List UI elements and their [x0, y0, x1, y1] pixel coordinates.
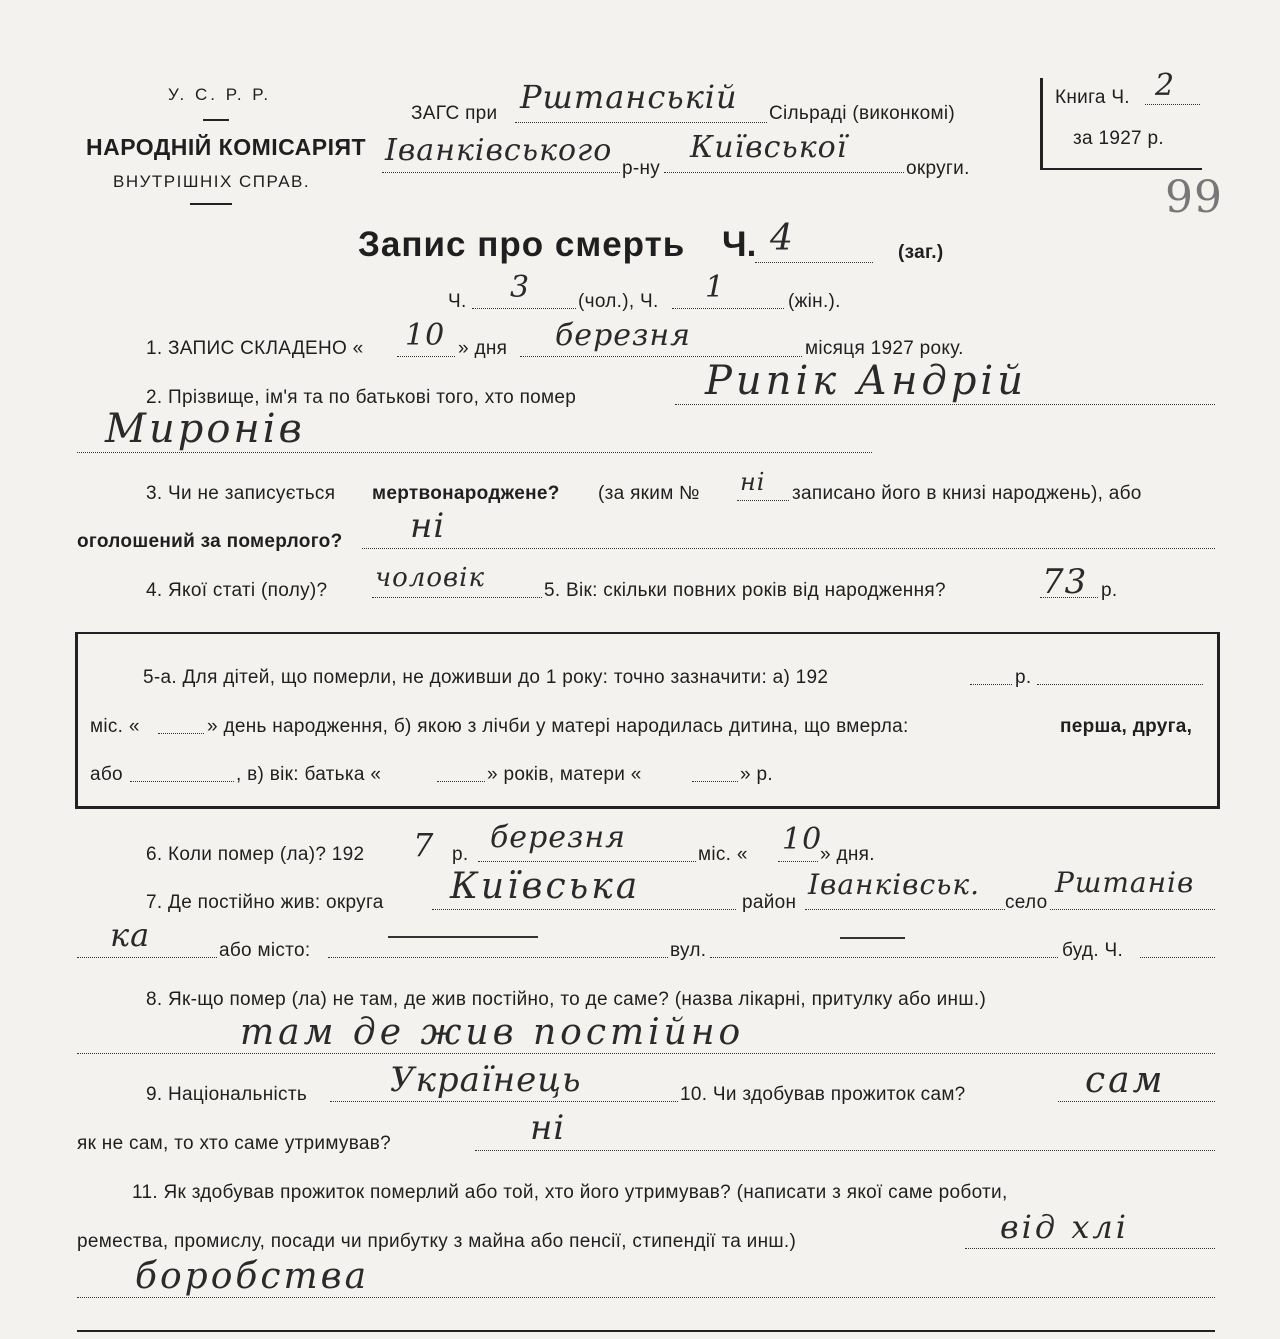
q1-month-field[interactable] — [520, 356, 802, 357]
q3-declared-field[interactable] — [362, 548, 1215, 549]
q7-selo-value: Рштанів — [1055, 866, 1195, 899]
q10-value: сам — [1085, 1060, 1166, 1101]
zags-field[interactable] — [515, 122, 767, 123]
okruha-label: округи. — [906, 158, 970, 179]
q6-day-field[interactable] — [778, 861, 818, 862]
q2-field-line2[interactable] — [77, 452, 872, 453]
q4-label: 4. Якої статі (полу)? — [146, 580, 328, 601]
q5a-mother-label: » років, матери « — [487, 764, 642, 785]
q5a-month-label: міс. « — [90, 716, 140, 737]
book-box-border — [1040, 168, 1202, 170]
record-number-label: Ч. — [722, 225, 757, 264]
q7-label: 7. Де постійно жив: округа — [146, 892, 384, 913]
q7-okruha-value: Київська — [450, 866, 641, 907]
book-field[interactable] — [1145, 104, 1200, 105]
q10-support-value: ні — [530, 1108, 566, 1148]
q10-support-label: як не сам, то хто саме утримував? — [77, 1133, 392, 1154]
box-5a-right — [1217, 632, 1220, 808]
sheet-number: 99 — [1165, 172, 1223, 223]
female-number-value: 1 — [705, 270, 726, 305]
q7-city-field[interactable] — [328, 957, 668, 958]
okruha-value: Київської — [690, 130, 848, 165]
divider — [203, 119, 229, 121]
q11-label-2: ремества, промислу, посади чи прибутку з майна або пенсії, стипендії та инш.) — [77, 1231, 797, 1252]
q9-field[interactable] — [330, 1101, 678, 1102]
male-label: (чол.), Ч. — [578, 291, 659, 312]
q3-number-field[interactable] — [737, 500, 789, 501]
q7-city-label: або місто: — [219, 940, 311, 961]
council-label: Сільраді (виконкомі) — [769, 103, 955, 124]
q6-day-label: » дня. — [820, 844, 875, 865]
q10-field[interactable] — [1058, 1101, 1215, 1102]
q5a-month-field[interactable] — [158, 733, 204, 734]
q5-value: 73 — [1042, 562, 1088, 602]
q5a-or-field[interactable] — [130, 781, 234, 782]
q2-field-line1[interactable] — [675, 404, 1215, 405]
q5a-line1-end: р. — [1015, 667, 1032, 688]
q6-month-field[interactable] — [478, 861, 696, 862]
q6-year-value: 7 — [413, 826, 435, 864]
commissariat-title: НАРОДНІЙ КОМІСАРІЯТ — [86, 134, 367, 160]
q7-selo-value-cont: ка — [110, 916, 151, 954]
q3-declared-label: оголошений за померлого? — [77, 531, 343, 552]
record-total-label: (заг.) — [898, 242, 944, 263]
box-5a-bottom — [75, 806, 1220, 809]
q3-label-b: (за яким № — [598, 483, 700, 504]
q7-raion-value: Іванківськ. — [808, 868, 981, 901]
q6-month-label: міс. « — [698, 844, 748, 865]
q5-unit: р. — [1101, 580, 1118, 601]
q5a-order: перша, друга, — [1060, 716, 1193, 737]
record-number-field[interactable] — [755, 262, 873, 263]
q1-label: 1. ЗАПИС СКЛАДЕНО « — [146, 338, 364, 359]
q10-support-field[interactable] — [475, 1150, 1215, 1151]
book-box-border — [1040, 78, 1043, 170]
q11-value: від хлі — [1000, 1208, 1129, 1246]
female-number-field[interactable] — [672, 308, 784, 309]
q3-declared-value: ні — [410, 506, 446, 546]
q7-street-field[interactable] — [710, 957, 1058, 958]
q11-value-2: боробства — [135, 1256, 370, 1297]
republic-label: У. С. Р. Р. — [168, 85, 272, 104]
q7-city-dash — [388, 936, 538, 938]
q1-month-label: місяця 1927 року. — [805, 338, 964, 359]
book-label: Книга Ч. — [1055, 87, 1130, 108]
q7-selo-label: село — [1005, 892, 1048, 913]
q2-label: 2. Прізвище, ім'я та по батькові того, хто помер — [146, 387, 577, 408]
q7-selo-field[interactable] — [1050, 909, 1215, 910]
q5a-year-field[interactable] — [970, 684, 1012, 685]
q5-label: 5. Вік: скільки повних років від народження? — [544, 580, 946, 601]
q5a-father-label: , в) вік: батька « — [236, 764, 382, 785]
q5a-line1: 5-а. Для дітей, що померли, не доживши до 1 року: точно зазначити: а) 192 — [143, 667, 829, 688]
q5a-line2: » день народження, б) якою з лічби у матері народилась дитина, що вмерла: — [207, 716, 909, 737]
q2-value-line1: Рипік Андрій — [705, 358, 1027, 404]
male-number-field[interactable] — [472, 308, 576, 309]
district-label: р-ну — [622, 158, 661, 179]
record-title: Запис про смерть — [358, 225, 686, 264]
q9-label: 9. Національність — [146, 1084, 308, 1105]
q9-value: Українець — [390, 1060, 582, 1100]
district-field[interactable] — [382, 172, 620, 173]
record-number-value: 4 — [770, 218, 794, 259]
q4-field[interactable] — [372, 597, 542, 598]
q5a-mother-field[interactable] — [692, 781, 738, 782]
q5a-end: » р. — [740, 764, 773, 785]
q1-day-value: 10 — [405, 318, 446, 353]
q7-raion-label: район — [742, 892, 797, 913]
divider — [190, 203, 232, 205]
male-number-label: Ч. — [448, 291, 467, 312]
q11-label: 11. Як здобував прожиток померлий або той, хто його утримував? (написати з якої саме роботи, — [132, 1182, 1008, 1203]
q7-street-dash — [840, 937, 905, 939]
zags-value: Рштанській — [520, 78, 738, 116]
commissariat-subtitle: ВНУТРІШНІХ СПРАВ. — [113, 172, 311, 191]
female-label: (жін.). — [788, 291, 841, 312]
q8-field[interactable] — [77, 1053, 1215, 1054]
book-value: 2 — [1155, 68, 1176, 103]
box-5a-top — [75, 632, 1220, 634]
book-year: за 1927 р. — [1073, 128, 1164, 149]
q1-day-field[interactable] — [397, 356, 455, 357]
q6-day-value: 10 — [782, 822, 823, 857]
q3-stillborn-label: мертвонароджене? — [372, 483, 560, 504]
q11-field-2[interactable] — [77, 1297, 1215, 1298]
male-number-value: 3 — [510, 270, 531, 305]
q8-label: 8. Як-що помер (ла) не там, де жив постійно, то де саме? (назва лікарні, притулку або инш.) — [146, 989, 987, 1010]
district-value: Іванківського — [385, 133, 613, 168]
q10-label: 10. Чи здобував прожиток сам? — [680, 1084, 966, 1105]
q8-value: там де жив постійно — [240, 1012, 745, 1053]
q6-month-value: березня — [490, 820, 627, 855]
zags-label: ЗАГС при — [411, 103, 498, 124]
q7-street-label: вул. — [670, 940, 707, 961]
q7-house-field[interactable] — [1140, 957, 1215, 958]
bottom-rule — [77, 1330, 1215, 1332]
q7-house-label: буд. Ч. — [1062, 940, 1124, 961]
q5a-line1-tail[interactable] — [1037, 684, 1203, 685]
q3-label-a: 3. Чи не записується — [146, 483, 336, 504]
q6-label: 6. Коли помер (ла)? 192 — [146, 844, 365, 865]
q11-field[interactable] — [965, 1248, 1215, 1249]
q1-month-value: березня — [555, 318, 692, 353]
q2-value-line2: Миронів — [105, 406, 305, 452]
okruha-field[interactable] — [664, 172, 904, 173]
q7-okruha-field[interactable] — [432, 909, 736, 910]
q7-selo-field-cont[interactable] — [77, 957, 217, 958]
q1-day-label: » дня — [458, 338, 508, 359]
q4-value: чоловік — [375, 563, 486, 593]
q7-raion-field[interactable] — [805, 909, 1005, 910]
q3-label-c: записано його в книзі народжень), або — [792, 483, 1142, 504]
q6-year-label: р. — [452, 844, 469, 865]
q3-number-value: ні — [740, 468, 766, 496]
q5a-father-field[interactable] — [437, 781, 485, 782]
q5a-or-label: або — [90, 764, 123, 785]
box-5a-left — [75, 632, 78, 808]
